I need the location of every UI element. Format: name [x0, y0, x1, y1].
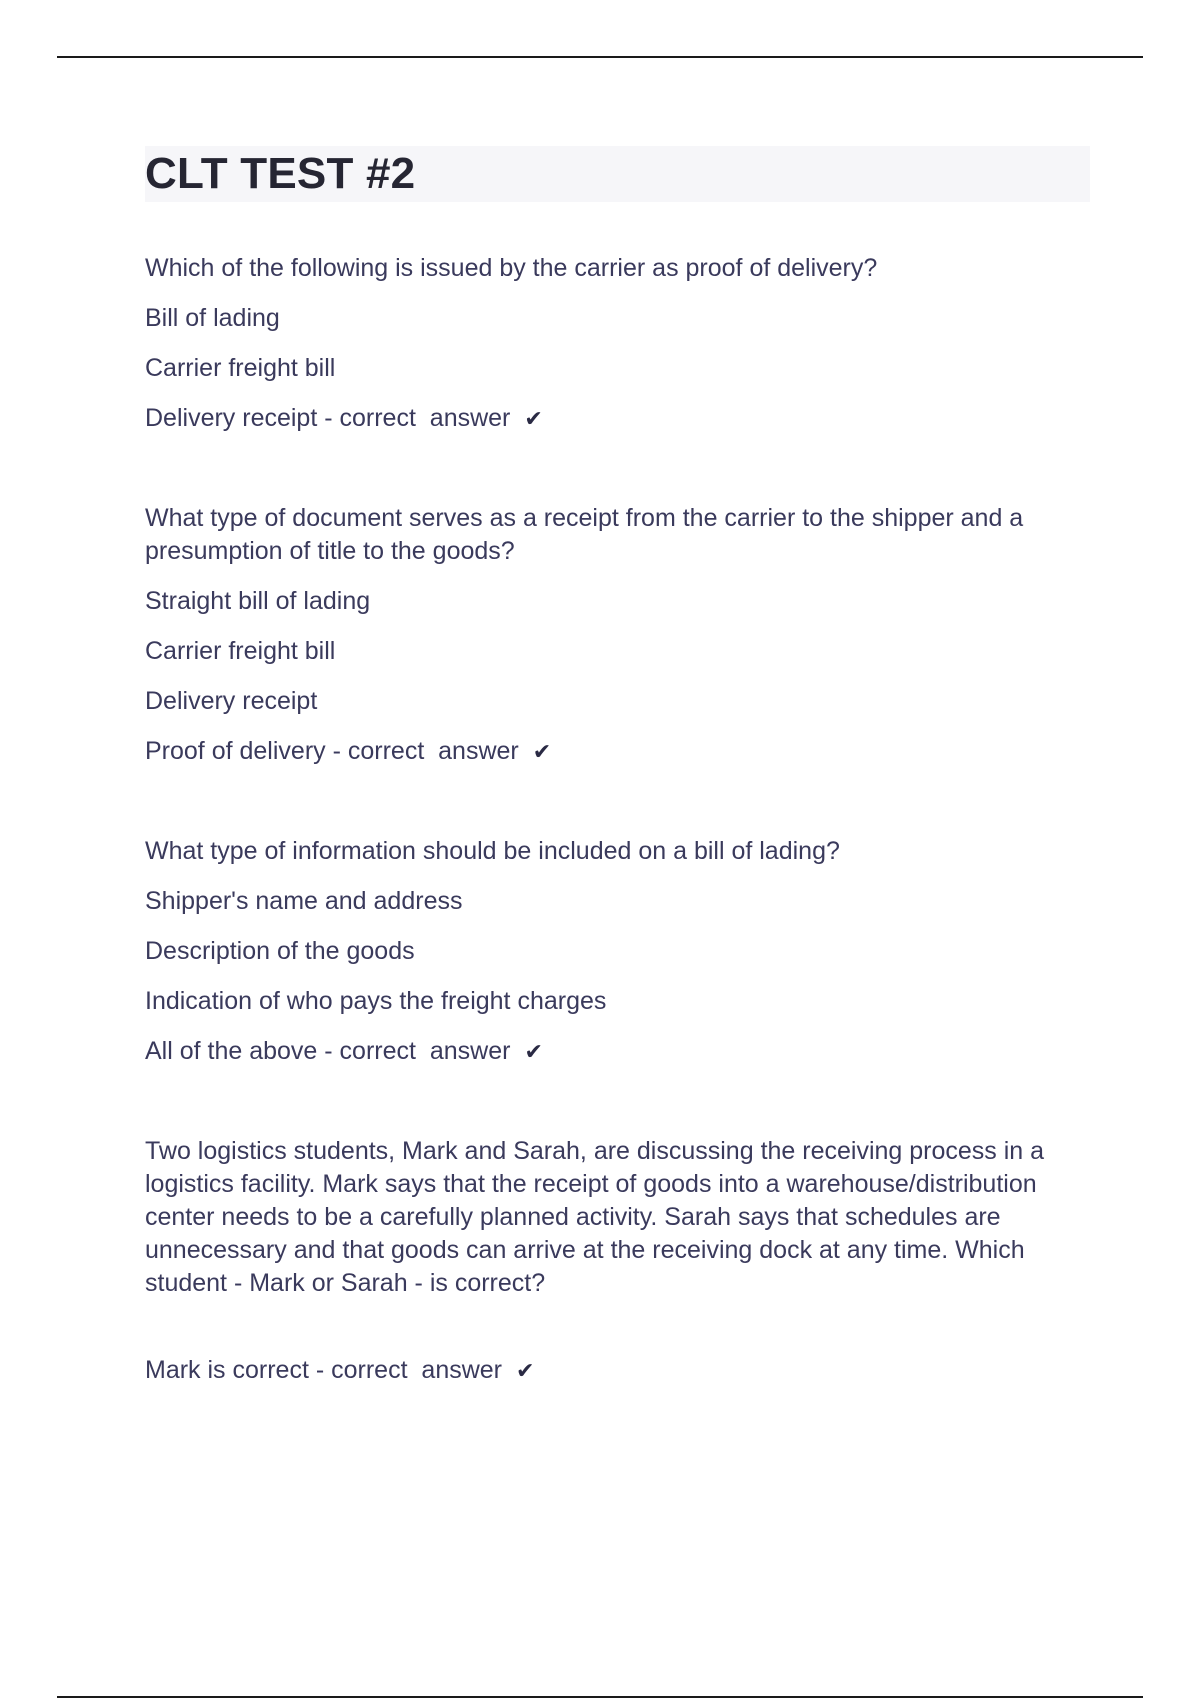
- answer-option: [145, 302, 1090, 335]
- answer-option-label: All of the above - correct answer: [145, 1037, 511, 1065]
- answer-option-label: Shipper's name and address: [145, 887, 463, 915]
- answer-option-label: Carrier freight bill: [145, 637, 336, 665]
- answer-option: [145, 985, 1090, 1018]
- checkmark-icon: ✔: [524, 1040, 543, 1065]
- checkmark-icon: ✔: [516, 1359, 535, 1384]
- question-block: [145, 502, 1090, 769]
- answer-option-label: Delivery receipt: [145, 687, 318, 715]
- page-title: CLT TEST #2: [145, 149, 416, 198]
- top-rule: [57, 56, 1143, 58]
- question-list: [145, 252, 1090, 1388]
- question-block: [145, 252, 1090, 436]
- correct-answer-option: [145, 402, 1090, 436]
- checkmark-icon: ✔: [532, 740, 552, 765]
- answer-option: [145, 685, 1090, 718]
- question-text: What type of information should be included on a bill of lading?: [145, 837, 840, 865]
- answer-option: [145, 352, 1090, 385]
- correct-answer-option: [145, 735, 1090, 769]
- answer-option: [145, 935, 1090, 968]
- answer-option-label: Proof of delivery - correct answer: [145, 737, 519, 765]
- answer-option: [145, 635, 1090, 668]
- checkmark-icon: ✔: [524, 407, 543, 432]
- bottom-rule: [57, 1696, 1143, 1698]
- answer-option: [145, 885, 1090, 918]
- answer-option-label: Bill of lading: [145, 304, 280, 332]
- title-bar: [145, 146, 1090, 202]
- answer-option-label: Carrier freight bill: [145, 354, 336, 382]
- answer-option-label: Straight bill of lading: [145, 587, 371, 615]
- answer-option-label: Delivery receipt - correct answer: [145, 404, 511, 432]
- question-text: Two logistics students, Mark and Sarah, are discussing the receiving process in a logistics facility. Mark says that the receipt of goods into a warehouse/distribution center needs to be a carefully planned activity. Sarah says that schedules are unnecessary and that goods can arrive at the receiving dock at any time. Which student - Mark or Sarah - is correct?: [145, 1137, 1045, 1297]
- answer-option-label: Description of the goods: [145, 937, 415, 965]
- question-text: What type of document serves as a receipt from the carrier to the shipper and a presumption of title to the goods?: [145, 504, 1024, 565]
- question-block: [145, 835, 1090, 1069]
- correct-answer-option: [145, 1035, 1090, 1069]
- document-body: [145, 146, 1090, 1454]
- answer-option-label: Mark is correct - correct answer: [145, 1356, 503, 1384]
- question-block: [145, 1135, 1090, 1388]
- answer-option-label: Indication of who pays the freight charges: [145, 987, 607, 1015]
- answer-option: [145, 585, 1090, 618]
- correct-answer-option: [145, 1354, 1090, 1388]
- question-text: Which of the following is issued by the carrier as proof of delivery?: [145, 254, 878, 282]
